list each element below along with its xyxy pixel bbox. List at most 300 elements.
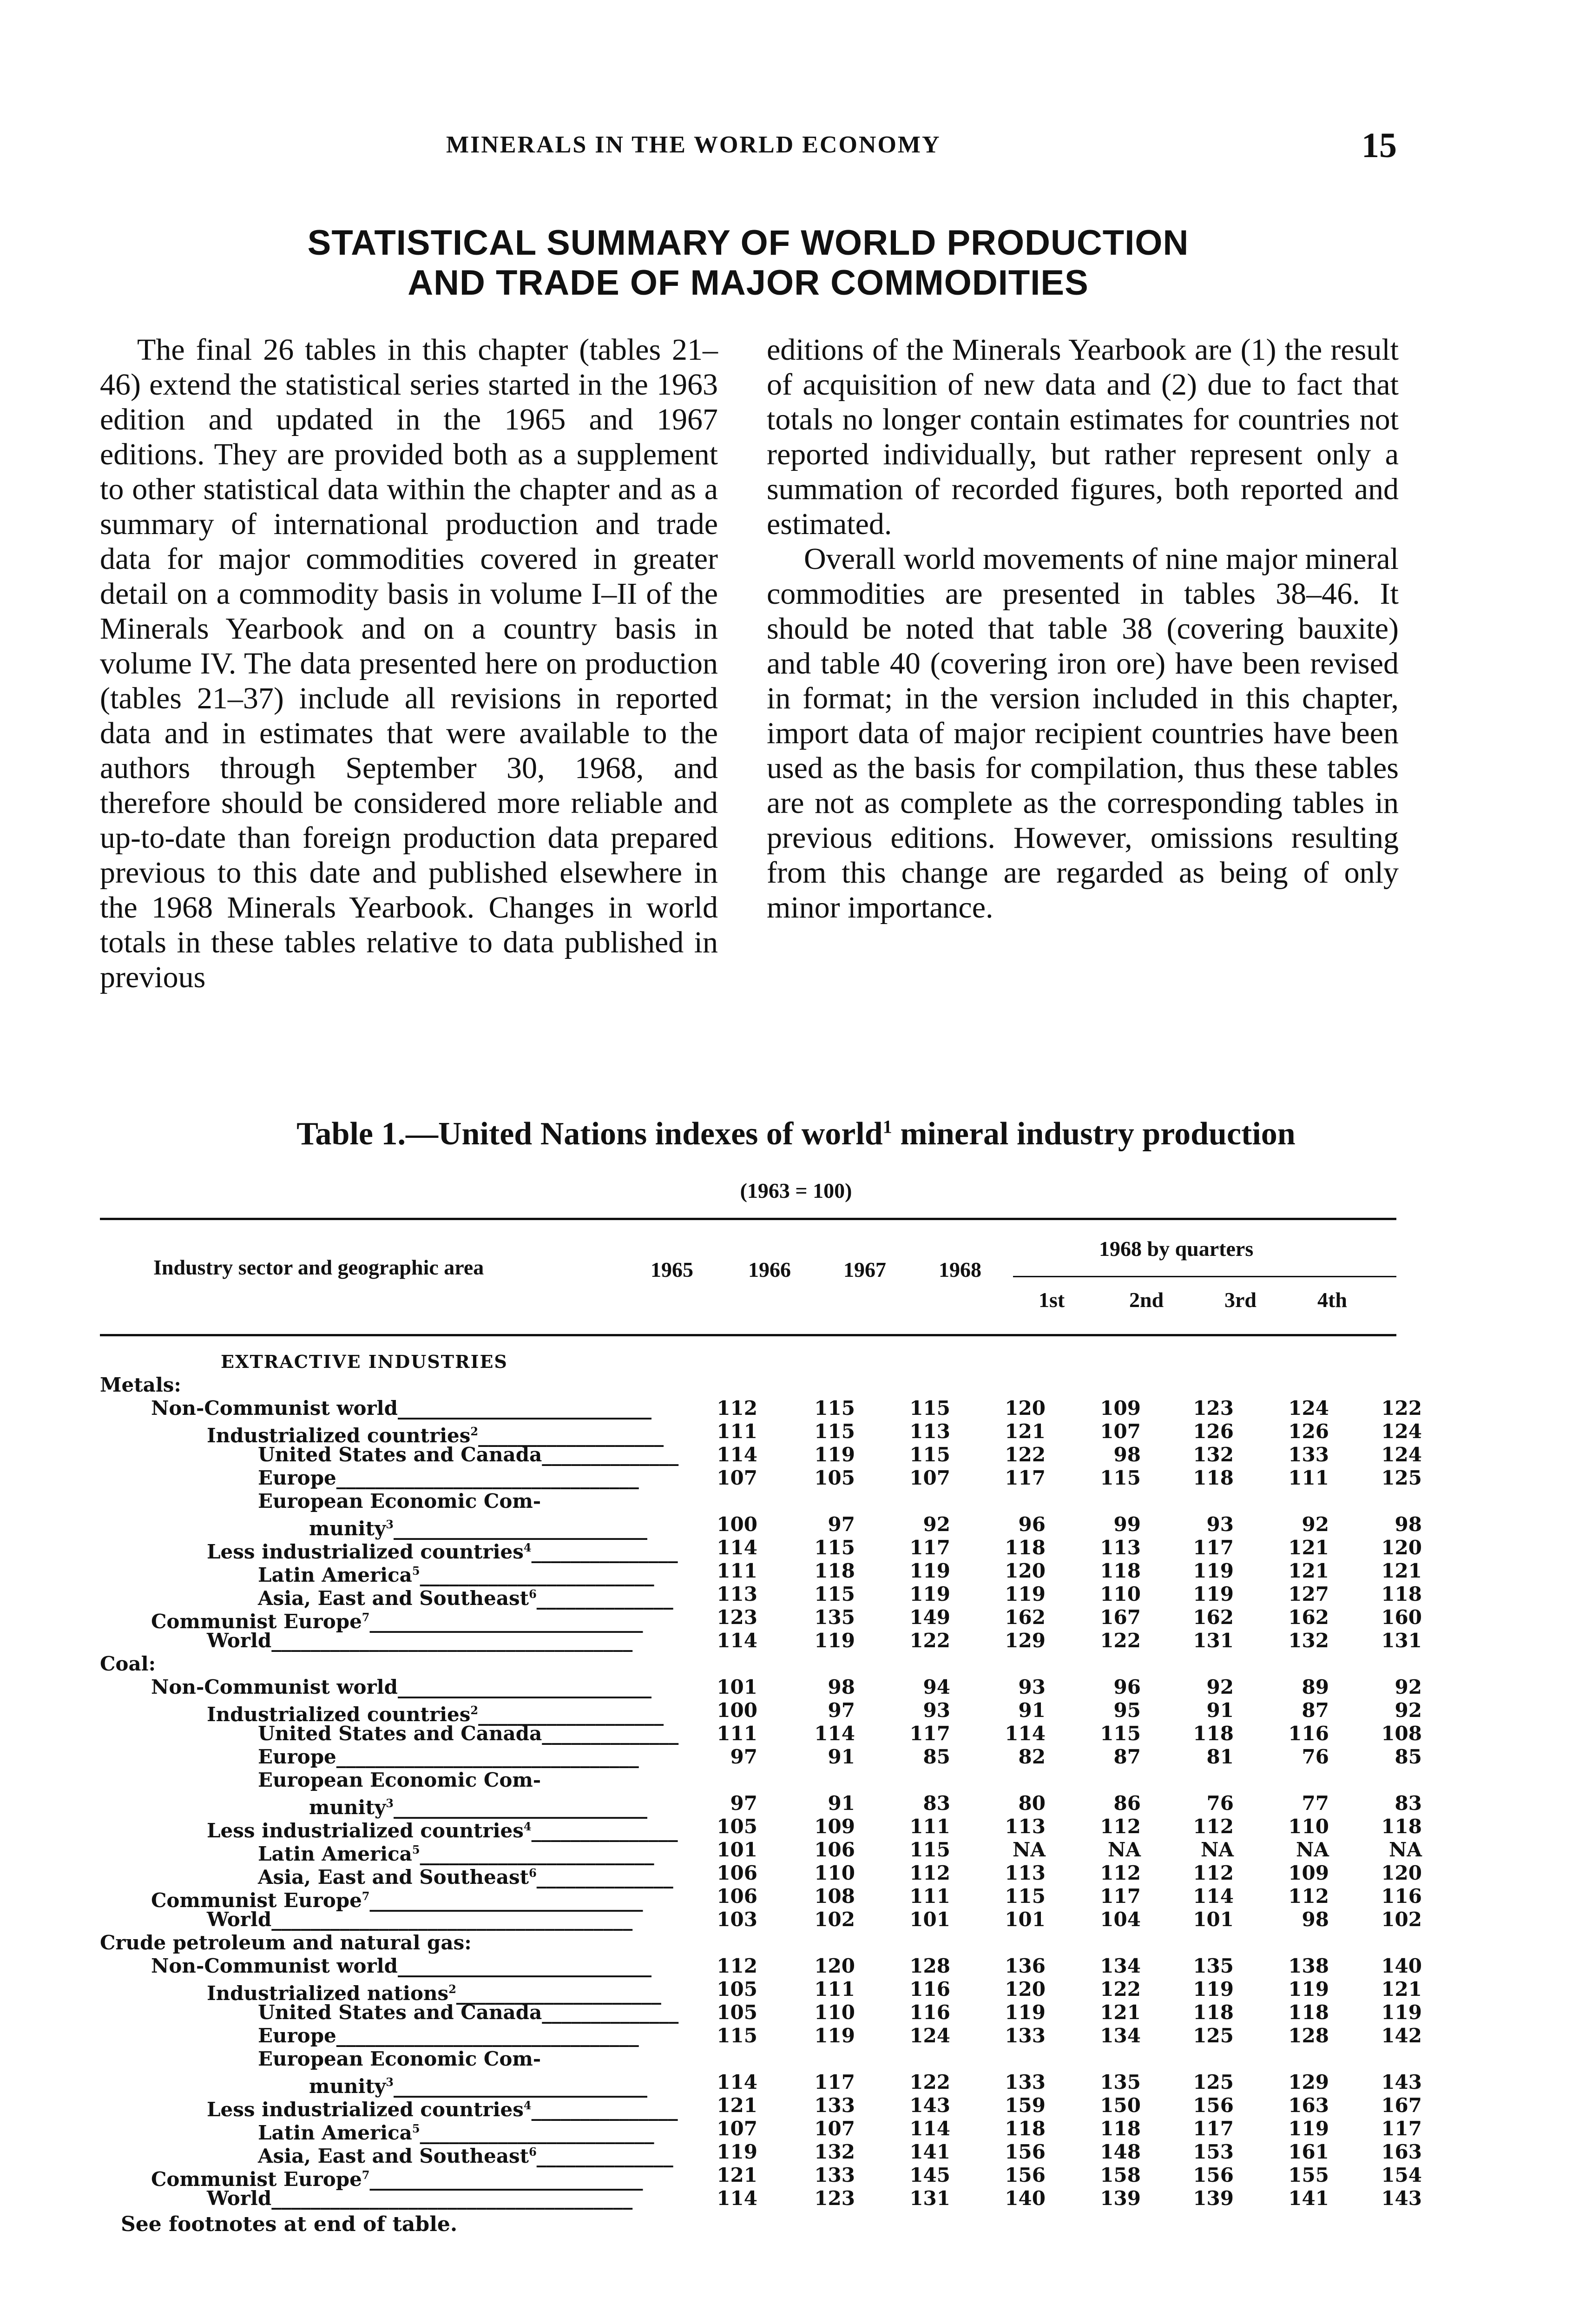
cell-value: 107 [1100,1420,1141,1443]
cell-value: 140 [1381,1954,1422,1977]
row-label [151,1954,651,1978]
cell-value: 87 [1113,1745,1141,1768]
cell-value: 112 [1193,1815,1234,1838]
cell-value: 122 [909,1629,950,1652]
cell-value: 116 [909,1978,950,2000]
cell-value: 119 [1193,1559,1234,1582]
cell-value: 123 [1193,1397,1234,1419]
cell-value: 160 [1381,1606,1422,1629]
table-row [100,1397,1422,1420]
cell-value: 115 [909,1443,950,1466]
dot-leader: __________________________ [398,1954,652,1977]
dot-leader: __________________________ [398,1397,652,1419]
cell-value: 109 [1100,1397,1141,1419]
cell-value: 159 [1005,2094,1046,2117]
row-footnote-mark: 5 [412,2122,420,2135]
cell-value: 156 [1005,2164,1046,2186]
cell-value: 86 [1113,1792,1141,1815]
cell-value: 161 [1288,2140,1329,2163]
cell-value: 139 [1193,2187,1234,2210]
cell-value: 156 [1193,2164,1234,2186]
dot-leader: ________________________ [420,1564,654,1586]
cell-value: 101 [717,1838,757,1861]
row-label-text: World [207,2187,272,2210]
row-label-text: Latin America [258,1842,412,1865]
table-top-rule [100,1218,1396,1220]
cell-value: 122 [909,2071,950,2093]
cell-value: 112 [1100,1815,1141,1838]
cell-value: 99 [1113,1513,1141,1536]
cell-value: 107 [717,2117,757,2140]
table-row [100,2001,1422,2024]
cell-value: 155 [1288,2164,1329,2186]
cell-value: 85 [1395,1745,1422,1768]
cell-value: 111 [717,1722,757,1745]
cell-value: 104 [1100,1908,1141,1931]
cell-value: 126 [1193,1420,1234,1443]
table-row [100,1606,1422,1633]
section-title-line-2: AND TRADE OF MAJOR COMMODITIES [408,263,1089,303]
cell-value: 76 [1302,1745,1329,1768]
dot-leader: ___________________ [478,1703,664,1726]
row-label-text: European Economic Com- [258,1490,541,1512]
cell-value: 158 [1100,2164,1141,2186]
cell-value: 96 [1113,1676,1141,1698]
row-label [258,1722,678,1745]
cell-value: 117 [1005,1466,1046,1489]
cell-value: 122 [1381,1397,1422,1419]
table-row [100,1629,1422,1652]
row-label-text: Non-Communist world [151,1676,398,1698]
cell-value: 98 [828,1676,855,1698]
row-footnote-mark: 2 [470,1703,479,1717]
col-header-sector: Industry sector and geographic area [153,1255,484,1279]
cell-value: NA [1108,1838,1141,1861]
row-label [100,1652,156,1676]
dot-leader: _______________ [531,2098,678,2121]
right-paragraph-2: Overall world movements of nine major mineral commodities are presented in tables 38–46. It should be noted that table 38 (covering bauxite) and table 40 (covering iron ore) have been revised in format; in the version included in this chapter, import data of major recipient countries have been used as the basis for compilation, thus these tables are not as complete as the corresponding tables in previous editions. However, omissions resulting from this change are regarded as being of only minor importance. [767,542,1399,924]
cell-value: 111 [814,1978,855,2000]
cell-value: 128 [909,1954,950,1977]
table-row [100,1583,1422,1610]
cell-value: 91 [828,1792,855,1815]
cell-value: 135 [1193,1954,1234,1977]
row-label [258,1490,541,1513]
row-label [100,1373,181,1397]
col-header-q3: 3rd [1224,1288,1256,1312]
table-row [100,1978,1422,2005]
dot-leader: _______________________________ [336,2024,639,2047]
row-label [258,1769,541,1792]
cell-value: 109 [1288,1862,1329,1884]
cell-value: 135 [814,1606,855,1629]
cell-value: 92 [1395,1699,1422,1722]
cell-value: 111 [717,1559,757,1582]
dot-leader: ____________________________ [369,1889,643,1912]
dot-leader: _____________________________________ [271,2187,633,2210]
cell-value: 124 [1381,1443,1422,1466]
table-row [100,1513,1422,1540]
cell-value: 118 [1193,1722,1234,1745]
cell-value: 107 [909,1466,950,1489]
cell-value: 119 [814,1443,855,1466]
cell-value: 128 [1288,2024,1329,2047]
cell-value: 156 [1193,2094,1234,2117]
cell-value: 112 [1288,1885,1329,1908]
row-label-text: Coal: [100,1652,156,1675]
cell-value: 132 [814,2140,855,2163]
cell-value: 143 [1381,2071,1422,2093]
cell-value: 167 [1100,1606,1141,1629]
cell-value: 117 [1193,1536,1234,1559]
cell-value: 91 [828,1745,855,1768]
header-bottom-rule [100,1334,1396,1336]
table-row [100,1652,1401,1676]
table-title [93,1116,1499,1153]
table-row [100,1350,1401,1373]
cell-value: 97 [828,1513,855,1536]
table-row [100,1908,1422,1931]
row-label-text: Latin America [258,2121,412,2144]
cell-value: 132 [1288,1629,1329,1652]
cell-value: 117 [909,1722,950,1745]
cell-value: 92 [923,1513,950,1536]
cell-value: 94 [923,1676,950,1698]
row-footnote-mark: 6 [529,1587,537,1601]
cell-value: 163 [1288,2094,1329,2117]
cell-value: 140 [1005,2187,1046,2210]
row-label-text: United States and Canada [258,1722,542,1745]
cell-value: 105 [814,1466,855,1489]
table-row [100,2140,1422,2167]
cell-value: 167 [1381,2094,1422,2117]
cell-value: 125 [1381,1466,1422,1489]
row-footnote-mark: 3 [386,1518,394,1531]
cell-value: 133 [1005,2024,1046,2047]
dot-leader: __________________________ [393,2075,647,2098]
row-label-text: Europe [258,1745,336,1768]
table-row [100,1745,1422,1769]
cell-value: 114 [814,1722,855,1745]
dot-leader: ______________ [536,2145,673,2167]
cell-value: 119 [1288,1978,1329,2000]
col-header-1966: 1966 [748,1258,791,1281]
cell-value: 98 [1302,1908,1329,1931]
left-paragraph: The final 26 tables in this chapter (tables 21–46) extend the statistical series started in the 1963 edition and updated in the 1965 and 1967 editions. They are provided both as a supplement to other statistical data within the chapter and as a summary of international production and trade data for major commodities covered in greater detail on a commodity basis in volume I–II of the Minerals Yearbook and on a country basis in volume IV. The data presented here on production (tables 21–37) include all revisions in reported data and in estimates that were available to the authors through September 30, 1968, and therefore should be considered more reliable and up-to-date than foreign production data prepared previous to this date and published elsewhere in the 1968 Minerals Yearbook. Changes in world totals in these tables relative to data published in previous [100,333,718,994]
cell-value: 162 [1193,1606,1234,1629]
cell-value: 114 [1005,1722,1046,1745]
cell-value: 114 [717,2071,757,2093]
cell-value: 81 [1206,1745,1234,1768]
cell-value: 133 [814,2164,855,2186]
row-footnote-mark: 4 [523,2099,532,2112]
running-header: MINERALS IN THE WORLD ECONOMY [446,132,941,158]
cell-value: 118 [1100,2117,1141,2140]
cell-value: 114 [909,2117,950,2140]
dot-leader: ________________________ [420,1842,654,1865]
cell-value: 118 [1100,1559,1141,1582]
cell-value: 124 [1381,1420,1422,1443]
row-label-text: Latin America [258,1564,412,1586]
cell-value: 77 [1302,1792,1329,1815]
cell-value: 100 [717,1699,757,1722]
col-header-1968: 1968 [939,1258,981,1281]
cell-value: 131 [909,2187,950,2210]
right-column [767,332,1399,925]
cell-value: 122 [1100,1629,1141,1652]
row-label-text: United States and Canada [258,1443,542,1466]
cell-value: 115 [909,1838,950,1861]
row-label-text: Asia, East and Southeast [258,2145,529,2167]
table-row [100,1490,1401,1513]
cell-value: 121 [1381,1978,1422,2000]
row-label-text: EXTRACTIVE INDUSTRIES [221,1351,508,1372]
cell-value: 115 [1005,1885,1046,1908]
dot-leader: ____________________________ [369,2168,643,2191]
dot-leader: _______________________________ [336,1745,639,1768]
cell-value: 108 [1381,1722,1422,1745]
cell-value: 118 [1381,1583,1422,1605]
cell-value: 111 [909,1885,950,1908]
dot-leader: _____________________________________ [271,1629,633,1652]
cell-value: 120 [1381,1862,1422,1884]
row-label-text: Europe [258,1466,336,1489]
cell-value: 121 [717,2094,757,2117]
cell-value: 112 [909,1862,950,1884]
cell-value: 92 [1206,1676,1234,1698]
cell-value: 107 [717,1466,757,1489]
footnote-reference: See footnotes at end of table. [121,2212,458,2236]
cell-value: 111 [1288,1466,1329,1489]
row-label-text: World [207,1629,272,1652]
cell-value: 141 [1288,2187,1329,2210]
table-row [100,2094,1422,2121]
dot-leader: _______________ [531,1540,678,1563]
cell-value: 119 [717,2140,757,2163]
cell-value: 111 [717,1420,757,1443]
cell-value: 93 [923,1699,950,1722]
cell-value: 101 [717,1676,757,1698]
cell-value: 106 [717,1885,757,1908]
cell-value: 118 [1288,2001,1329,2024]
cell-value: 120 [1005,1978,1046,2000]
cell-value: 82 [1018,1745,1046,1768]
row-label-text: European Economic Com- [258,2047,541,2070]
dot-leader: __________________________ [393,1517,647,1540]
cell-value: 120 [1381,1536,1422,1559]
cell-value: 102 [814,1908,855,1931]
cell-value: 119 [814,1629,855,1652]
dot-leader: _____________________________________ [271,1908,633,1931]
table-row [100,1862,1422,1888]
cell-value: 91 [1018,1699,1046,1722]
cell-value: 114 [717,1536,757,1559]
cell-value: 101 [1005,1908,1046,1931]
cell-value: NA [1013,1838,1046,1861]
cell-value: 92 [1302,1513,1329,1536]
cell-value: 100 [717,1513,757,1536]
col-header-quarters-group: 1968 by quarters [1099,1237,1254,1261]
cell-value: 150 [1100,2094,1141,2117]
cell-value: 120 [1005,1559,1046,1582]
dot-leader: _______________________________ [336,1466,639,1489]
row-label-text: Communist Europe [151,1889,362,1912]
cell-value: 112 [1100,1862,1141,1884]
dot-leader: ______________ [542,1443,679,1466]
cell-value: 114 [717,1629,757,1652]
cell-value: 115 [814,1397,855,1419]
cell-value: 145 [909,2164,950,2186]
cell-value: 124 [1288,1397,1329,1419]
cell-value: 154 [1381,2164,1422,2186]
cell-value: 101 [909,1908,950,1931]
cell-value: 83 [1395,1792,1422,1815]
row-label-text: Communist Europe [151,2168,362,2191]
cell-value: 115 [909,1397,950,1419]
row-label [258,2047,541,2071]
cell-value: 112 [717,1954,757,1977]
cell-value: 134 [1100,2024,1141,2047]
row-footnote-mark: 4 [523,1541,532,1554]
cell-value: 117 [1381,2117,1422,2140]
cell-value: 83 [923,1792,950,1815]
cell-value: 113 [1005,1815,1046,1838]
table-subtitle: (1963 = 100) [740,1179,852,1202]
row-label-text: munity [309,1517,386,1540]
dot-leader: ______________ [542,2001,679,2024]
cell-value: 143 [1381,2187,1422,2210]
section-title-line-1: STATISTICAL SUMMARY OF WORLD PRODUCTION [307,223,1189,263]
table-row [100,1466,1422,1490]
cell-value: 118 [1193,1466,1234,1489]
cell-value: 92 [1395,1676,1422,1698]
table-row [100,1931,1401,1954]
dot-leader: ______________ [542,1722,679,1745]
row-footnote-mark: 6 [529,2145,537,2159]
cell-value: 118 [814,1559,855,1582]
cell-value: 85 [923,1745,950,1768]
cell-value: 131 [1193,1629,1234,1652]
page-number: 15 [1362,126,1397,165]
cell-value: 134 [1100,1954,1141,1977]
cell-value: 138 [1288,1954,1329,1977]
cell-value: 110 [1288,1815,1329,1838]
cell-value: 101 [1193,1908,1234,1931]
row-label-text: Less industrialized countries [207,1819,524,1842]
cell-value: 117 [1100,1885,1141,1908]
table-title-end: mineral industry production [892,1116,1296,1152]
cell-value: 108 [814,1885,855,1908]
cell-value: 110 [814,1862,855,1884]
cell-value: 106 [814,1838,855,1861]
cell-value: NA [1389,1838,1422,1861]
cell-value: 115 [717,2024,757,2047]
table-row [100,1815,1422,1842]
table-row [100,2187,1422,2210]
quarters-rule [1013,1276,1396,1277]
table-title-footnote-mark: 1 [882,1116,892,1137]
section-title [232,223,1264,303]
cell-value: 102 [1381,1908,1422,1931]
cell-value: 116 [1381,1885,1422,1908]
row-label-text: Asia, East and Southeast [258,1587,529,1610]
cell-value: 106 [717,1862,757,1884]
cell-value: 80 [1018,1792,1046,1815]
cell-value: 127 [1288,1583,1329,1605]
cell-value: 89 [1302,1676,1329,1698]
table-row [100,1722,1422,1745]
cell-value: 97 [730,1792,757,1815]
table-row [100,2024,1422,2047]
cell-value: 114 [717,2187,757,2210]
dot-leader: __________________________ [393,1796,647,1819]
dot-leader: _______________ [531,1819,678,1842]
row-label-text: Non-Communist world [151,1954,398,1977]
cell-value: 162 [1288,1606,1329,1629]
row-footnote-mark: 2 [448,1982,456,1996]
cell-value: 142 [1381,2024,1422,2047]
cell-value: 96 [1018,1513,1046,1536]
cell-value: 131 [1381,1629,1422,1652]
cell-value: 117 [1193,2117,1234,2140]
cell-value: 115 [1100,1722,1141,1745]
cell-value: 133 [814,2094,855,2117]
cell-value: 118 [1193,2001,1234,2024]
cell-value: 97 [828,1699,855,1722]
row-label-text: Communist Europe [151,1610,362,1633]
row-label-text: United States and Canada [258,2001,542,2024]
row-label-text: Industrialized countries [207,1703,471,1726]
table-row [100,1676,1422,1699]
row-label [258,2001,678,2024]
cell-value: 114 [717,1443,757,1466]
table-row [100,1954,1422,1978]
cell-value: 122 [1005,1443,1046,1466]
cell-value: 143 [909,2094,950,2117]
cell-value: 112 [1193,1862,1234,1884]
cell-value: 124 [909,2024,950,2047]
cell-value: 156 [1005,2140,1046,2163]
table-row [100,1536,1422,1563]
row-label [258,1466,639,1490]
cell-value: 110 [814,2001,855,2024]
col-header-q1: 1st [1039,1288,1065,1312]
table-row [100,1769,1401,1792]
cell-value: 125 [1193,2024,1234,2047]
cell-value: 119 [1193,1583,1234,1605]
cell-value: 121 [1381,1559,1422,1582]
cell-value: 120 [1005,1397,1046,1419]
cell-value: 120 [814,1954,855,1977]
row-label-text: Industrialized countries [207,1424,471,1447]
col-header-1965: 1965 [651,1258,693,1281]
cell-value: 121 [1288,1536,1329,1559]
cell-value: 122 [1100,1978,1141,2000]
cell-value: 163 [1381,2140,1422,2163]
dot-leader: ____________________________ [369,1610,643,1633]
cell-value: 112 [717,1397,757,1419]
cell-value: 109 [814,1815,855,1838]
row-footnote-mark: 5 [412,1564,420,1578]
cell-value: 113 [717,1583,757,1605]
row-label-text: Less industrialized countries [207,2098,524,2121]
left-column [100,332,718,995]
row-label-text: Industrialized nations [207,1982,449,2005]
cell-value: 148 [1100,2140,1141,2163]
cell-value: 117 [814,2071,855,2093]
row-footnote-mark: 3 [386,2075,394,2089]
row-footnote-mark: 4 [523,1820,532,1833]
